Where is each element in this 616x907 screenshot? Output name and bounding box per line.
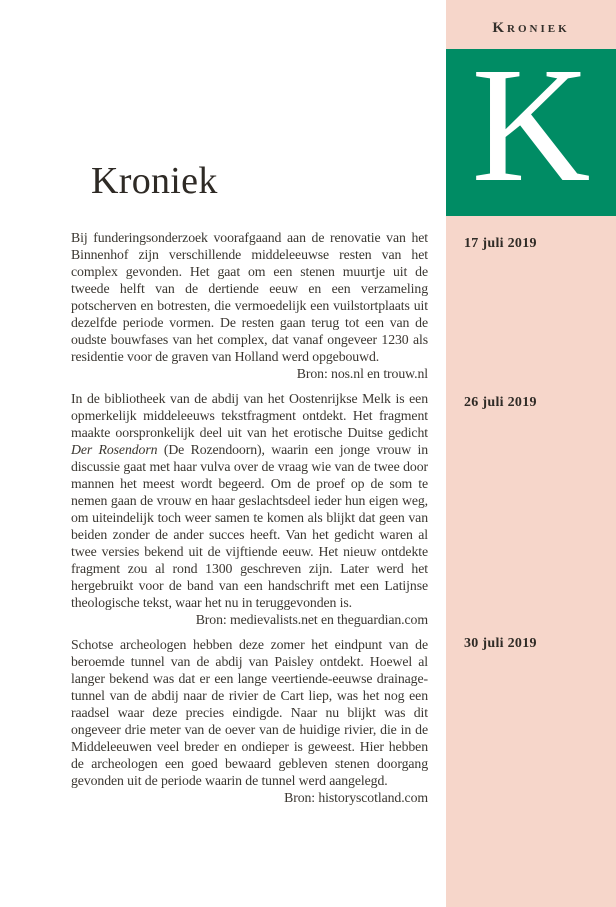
entry-source: Bron: nos.nl en trouw.nl bbox=[296, 366, 428, 381]
chronicle-entry-1 bbox=[71, 229, 428, 382]
monogram-square bbox=[446, 49, 616, 216]
page-title: Kroniek bbox=[91, 160, 218, 202]
entry-date-3: 30 juli 2019 bbox=[464, 636, 537, 651]
entry-paragraph: In de bibliotheek van de abdij van het Oostenrijkse Melk is een opmerkelijk middeleeuws tekstfragment ontdekt. Het fragment maakte oorspronkelijk deel uit van het erotische Duitse gedicht Der Rosendorn (De Rozendoorn), waarin een jonge vrouw in discussie gaat met haar vulva over de vraag wie van de twee door mannen het meest wordt begeerd. Om de proef op de som te nemen gaan de vrouw en haar geslachtsdeel ieder hun eigen weg, om uiteindelijk toch weer samen te komen als blijkt dat geen van beiden zonder de ander succes heeft. Van het gedicht waren al twee versies bekend uit de vijftiende eeuw. Het nieuw ontdekte fragment zou al rond 1300 geschreven zijn. Later werd het hergebruikt voor de band van een handschrift met een Latijnse theologische tekst, waar het nu in teruggevonden is. bbox=[71, 391, 429, 610]
chronicle-entry-2 bbox=[71, 390, 428, 628]
chronicle-entry-3 bbox=[71, 636, 428, 806]
section-header-label: Kroniek bbox=[492, 20, 570, 36]
main-column bbox=[71, 161, 428, 806]
entry-date-2: 26 juli 2019 bbox=[464, 395, 537, 410]
sidebar bbox=[446, 0, 616, 907]
entry-paragraph: Schotse archeologen hebben deze zomer het eindpunt van de beroemde tunnel van de abdij van Paisley ontdekt. Hoewel al langer bekend was dat er een lange veertiende-eeuwse drainage-tunnel van de abdij naar de rivier de Cart liep, was het nog een raadsel waar deze precies eindigde. Naar nu blijkt was dit ongeveer drie meter van de oever van de huidige rivier, die in de Middeleeuwen veel breder en ondieper is geweest. Hier hebben de archeologen een goed bewaard gebleven stenen doorgang gevonden uit de periode waarin de tunnel werd aangelegd. bbox=[71, 637, 428, 788]
entry-source: Bron: medievalists.net en theguardian.com bbox=[195, 612, 428, 627]
entry-source: Bron: historyscotland.com bbox=[284, 790, 428, 805]
entry-date-1: 17 juli 2019 bbox=[464, 236, 537, 251]
monogram-letter: K bbox=[471, 49, 591, 216]
entries bbox=[71, 229, 428, 806]
entry-paragraph: Bij funderingsonderzoek voorafgaand aan de renovatie van het Binnenhof zijn verschillende middeleeuwse resten van het complex gevonden. Het gaat om een stenen muurtje uit de tweede helft van de dertiende eeuw en een verzameling potscherven en botresten, die vermoedelijk een vuilstortplaats uit dezelfde periode vormen. De resten gaan terug tot een van de oudste bouwfases van het complex, dat vanaf ongeveer 1230 als residentie voor de graven van Holland werd opgebouwd. bbox=[71, 230, 428, 364]
